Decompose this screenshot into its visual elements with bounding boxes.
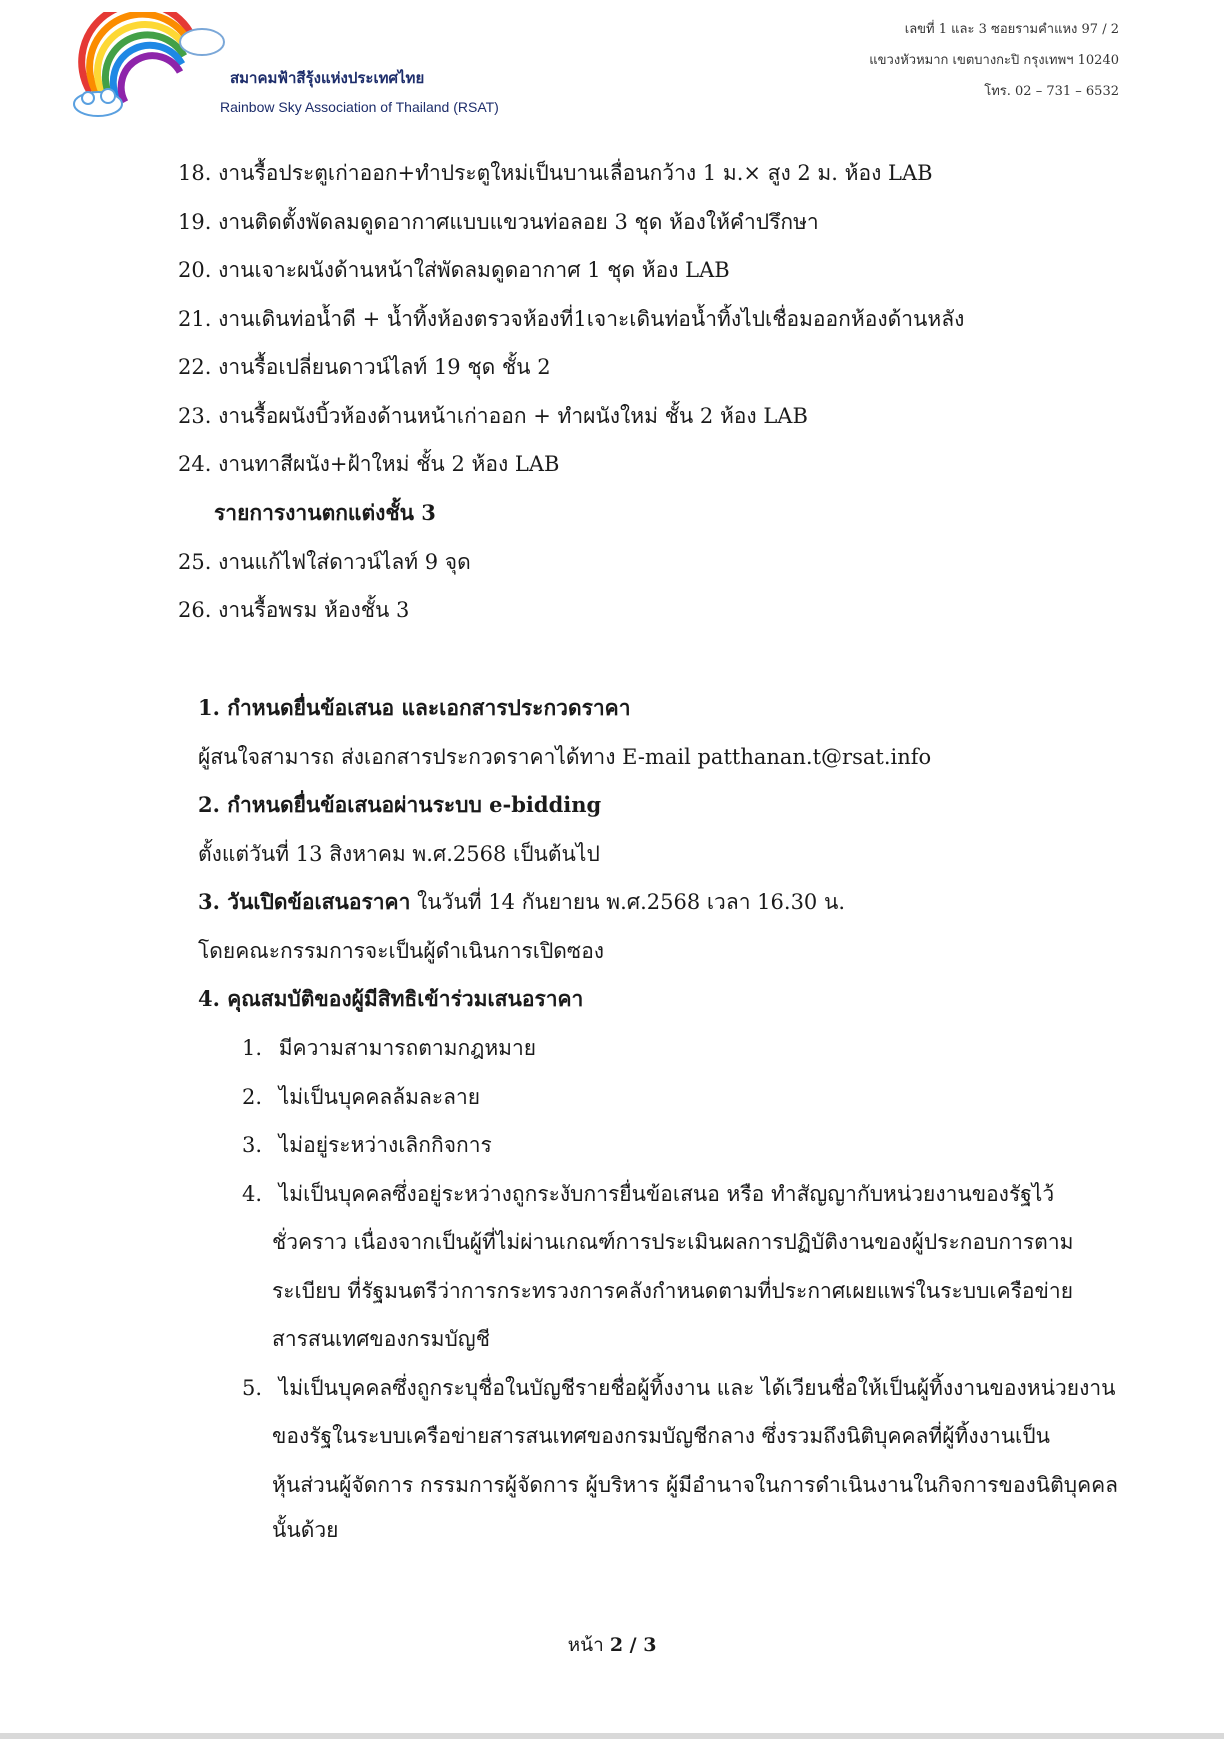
item-text: ไม่เป็นบุคคลซึ่งอยู่ระหว่างถูกระงับการยื่นข้อเสนอ หรือ ทำสัญญากับหน่วยงานของรัฐไว้ (278, 1182, 1055, 1206)
item-text: งานรื้อผนังบิ้วห้องด้านหน้าเก่าออก + ทำผนังใหม่ ชั้น 2 ห้อง LAB (218, 404, 808, 428)
qualification-continuation: สารสนเทศของกรมบัญชี (272, 1327, 490, 1351)
item-text: งานรื้อประตูเก่าออก+ทำประตูใหม่เป็นบานเลื่อนกว้าง 1 ม.× สูง 2 ม. ห้อง LAB (218, 161, 933, 185)
page-label: หน้า (567, 1634, 610, 1656)
item-number: 3. (242, 1133, 263, 1157)
item-number: 22. (178, 355, 212, 379)
qualification-continuation: ชั่วคราว เนื่องจากเป็นผู้ที่ไม่ผ่านเกณฑ์การประเมินผลการปฏิบัติงานของผู้ประกอบการตาม (272, 1230, 1074, 1254)
org-name-thai: สมาคมฟ้าสีรุ้งแห่งประเทศไทย (230, 69, 425, 87)
item-number: 26. (178, 598, 212, 622)
item-number: 1. (242, 1036, 263, 1060)
item-number: 18. (178, 161, 212, 185)
list-item (178, 303, 964, 336)
floor3-heading: รายการงานตกแต่งชั้น 3 (214, 500, 436, 525)
item-number: 23. (178, 404, 212, 428)
item-text: งานติดตั้งพัดลมดูดอากาศแบบแขวนท่อลอย 3 ชุด ห้องให้คำปรึกษา (218, 210, 819, 234)
section-3-title: 3. วันเปิดข้อเสนอราคา (198, 889, 411, 914)
section-2-title: 2. กำหนดยื่นข้อเสนอผ่านระบบ e-bidding (198, 792, 602, 817)
item-text: งานเดินท่อน้ำดี + น้ำทิ้งห้องตรวจห้องที่1เจาะเดินท่อน้ำทิ้งไปเชื่อมออกห้องด้านหลัง (218, 307, 965, 331)
list-item (178, 400, 808, 433)
list-item (178, 351, 551, 384)
section-3-body: โดยคณะกรรมการจะเป็นผู้ดำเนินการเปิดซอง (198, 939, 605, 963)
qualification-continuation: ระเบียบ ที่รัฐมนตรีว่าการกระทรวงการคลังกำหนดตามที่ประกาศเผยแพร่ในระบบเครือข่าย (272, 1279, 1073, 1303)
item-number: 19. (178, 210, 212, 234)
list-item (178, 157, 933, 190)
item-text: งานทาสีผนัง+ฝ้าใหม่ ชั้น 2 ห้อง LAB (218, 452, 560, 476)
rainbow-cloud-icon (70, 12, 230, 122)
section-3-date: ในวันที่ 14 กันยายน พ.ศ.2568 เวลา 16.30 น. (410, 890, 845, 914)
section-4-title: 4. คุณสมบัติของผู้มีสิทธิเข้าร่วมเสนอราคา (198, 986, 584, 1011)
section-1-title: 1. กำหนดยื่นข้อเสนอ และเอกสารประกวดราคา (198, 695, 631, 720)
qualification-continuation: หุ้นส่วนผู้จัดการ กรรมการผู้จัดการ ผู้บริหาร ผู้มีอำนาจในการดำเนินงานในกิจการของนิติบุคคล (272, 1473, 1119, 1497)
list-item (178, 448, 559, 481)
qualification-item (242, 1372, 1115, 1405)
section-2-body: ตั้งแต่วันที่ 13 สิงหาคม พ.ศ.2568 เป็นต้นไป (198, 842, 600, 866)
item-number: 5. (242, 1376, 263, 1400)
item-number: 2. (242, 1085, 263, 1109)
item-text: ไม่เป็นบุคคลซึ่งถูกระบุชื่อในบัญชีรายชื่อผู้ทิ้งงาน และ ได้เวียนชื่อให้เป็นผู้ทิ้งงานของหน่วยงาน (278, 1376, 1116, 1400)
list-item (178, 206, 819, 239)
address-line-2: แขวงหัวหมาก เขตบางกะปิ กรุงเทพฯ 10240 (869, 53, 1119, 68)
address-block (869, 14, 1119, 107)
page-count: 2 / 3 (609, 1634, 657, 1656)
list-item (178, 254, 730, 287)
item-text: งานแก้ไฟใส่ดาวน์ไลท์ 9 จุด (218, 550, 471, 574)
qualification-item (242, 1032, 536, 1065)
org-name-english: Rainbow Sky Association of Thailand (RSAT) (220, 99, 499, 115)
rsat-logo (70, 12, 499, 122)
item-text: มีความสามารถตามกฎหมาย (278, 1036, 537, 1060)
section-3-line (198, 886, 845, 919)
item-text: งานเจาะผนังด้านหน้าใส่พัดลมดูดอากาศ 1 ชุด ห้อง LAB (218, 258, 730, 282)
qualification-continuation: ของรัฐในระบบเครือข่ายสารสนเทศของกรมบัญชีกลาง ซึ่งรวมถึงนิติบุคคลที่ผู้ทิ้งงานเป็น (272, 1424, 1050, 1448)
section-1-body: ผู้สนใจสามารถ ส่งเอกสารประกวดราคาได้ทาง E-mail patthanan.t@rsat.info (198, 745, 932, 769)
list-item (178, 594, 409, 627)
qualification-continuation: นั้นด้วย (272, 1518, 339, 1542)
page-number (0, 1630, 1224, 1660)
qualification-item (242, 1178, 1054, 1211)
item-text: งานรื้อพรม ห้องชั้น 3 (218, 598, 410, 622)
item-number: 4. (242, 1182, 263, 1206)
phone-number: โทร. 02 – 731 – 6532 (984, 84, 1119, 99)
item-number: 25. (178, 550, 212, 574)
item-number: 21. (178, 307, 212, 331)
qualification-item (242, 1129, 492, 1162)
item-text: งานรื้อเปลี่ยนดาวน์ไลท์ 19 ชุด ชั้น 2 (218, 355, 551, 379)
page-bottom-edge (0, 1733, 1224, 1739)
item-number: 20. (178, 258, 212, 282)
address-line-1: เลขที่ 1 และ 3 ซอยรามคำแหง 97 / 2 (904, 22, 1119, 37)
item-number: 24. (178, 452, 212, 476)
qualification-item (242, 1081, 480, 1114)
list-item (178, 546, 471, 579)
item-text: ไม่อยู่ระหว่างเลิกกิจการ (278, 1133, 492, 1157)
item-text: ไม่เป็นบุคคลล้มละลาย (278, 1085, 481, 1109)
